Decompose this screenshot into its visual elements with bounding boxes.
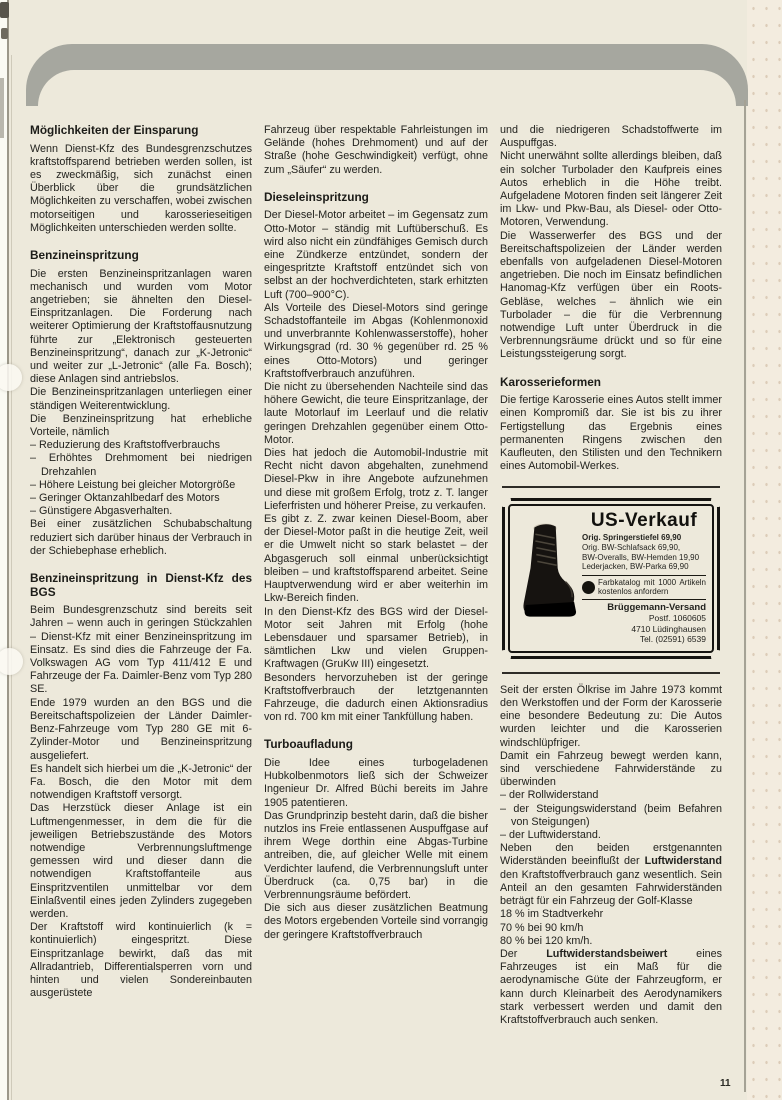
text-column-1 (30, 124, 252, 1096)
list-item: – Höhere Leistung bei gleicher Motorgröße (30, 478, 236, 491)
paragraph: Neben den beiden erstgenannten Widerständen beeinflußt der Luftwiderstand den Kraftstoffverbrauch ganz wesentlich. Sein Anteil an den gesamten Fahrwiderständen beträgt für ein Fahrzeug der Golf-Klasse (500, 842, 722, 908)
scan-smudge (0, 78, 4, 138)
ad-product-line: Lederjacken, BW-Parka 69,90 (582, 562, 689, 572)
text-column-3 (500, 124, 722, 1096)
paragraph: Ende 1979 wurden an den BGS und die Bereitschaftspolizeien der Länder Daimler-Benz-Fahrzeuge vom Typ 280 GE mit 6-Zylinder-Motor und Benzineinspritzung ausgeliefert. (30, 696, 252, 762)
punch-hole (0, 364, 22, 391)
ad-product-line: Orig. BW-Schlafsack 69,90, (582, 543, 681, 553)
divider (502, 486, 720, 488)
advertisement-us-verkauf (502, 498, 720, 658)
paragraph: und die niedrigeren Schadstoffwerte im Auspuffgas. (500, 124, 722, 150)
section-heading: Turboaufladung (264, 737, 353, 752)
paragraph: In den Dienst-Kfz des BGS wird der Diesel-Motor seit Jahren mit Erfolg (hohe Lebensdauer und sparsamer Betrieb), in sämtlichen Lkw und vielen Gruppen-Kraftwagen (GruKw III) eingesetzt. (264, 605, 488, 671)
paragraph: Beim Bundesgrenzschutz sind bereits seit Jahren – wenn auch in geringen Stückzahlen – Dienst-Kfz mit einer Benzineinspritzung im Einsatz. Es sind dies die Fahrzeuge der Fa. Volkswagen AG vom Typ 411/412 E und Fahrzeuge der Fa. Daimler-Benz vom Typ 280 SE. (30, 604, 252, 696)
ad-corner-notch (500, 650, 511, 663)
paragraph: Das Grundprinzip besteht darin, daß die bisher nutzlos ins Freie entlassenen Auspuffgase auf ihrem Wege dorthin eine Abgas-Turbine antreiben, die, auf gleicher Welle mit einem Verdichter laufend, die Verbrennungsluft unter Überdruck (ca. 0,75 bar) in die Verbrennungsräume befördert. (264, 809, 488, 901)
ad-corner-notch (711, 650, 722, 663)
paragraph: Damit ein Fahrzeug bewegt werden kann, sind verschiedene Fahrwiderstände zu überwinden (500, 749, 722, 789)
ad-catalog-note: Farbkatalog mit 1000 Artikeln kostenlos anfordern (598, 577, 706, 597)
section-heading: Benzineinspritzung in Dienst-Kfz des BGS (30, 571, 252, 599)
page-header-band-inner (38, 70, 736, 110)
list-item: – der Rollwiderstand (500, 789, 599, 802)
paragraph: Bei einer zusätzlichen Schubabschaltung reduziert sich darüber hinaus der Verbrauch in der Schiebephase erheblich. (30, 518, 252, 557)
list-item: – Günstigere Abgasverhalten. (30, 505, 173, 518)
paragraph: 18 % im Stadtverkehr (500, 908, 604, 921)
ad-address-line: 4710 Lüdinghausen (631, 623, 706, 634)
paragraph: 80 % bei 120 km/h. (500, 934, 593, 947)
ad-address-line: Postf. 1060605 (648, 613, 706, 624)
divider (502, 672, 720, 674)
page-left-edge (7, 0, 9, 1100)
ad-title: US-Verkauf (590, 510, 698, 532)
section-heading: Benzineinspritzung (30, 248, 139, 263)
paragraph: Der Kraftstoff wird kontinuierlich (k = kontinuierlich) eingespritzt. Diese Einspritzanlage bewirkt, daß das mit Allradantrieb, Differentialsperren vorn und hinten und vielen Sondereinbauten ausgerüstete (30, 921, 252, 1000)
ad-company-name: Brüggemann-Versand (607, 601, 706, 613)
paragraph: Die nicht zu übersehenden Nachteile sind das höhere Gewicht, die teure Einspritzanlage, der laute Motorlauf im Leerlauf und die relativ geringen Drehzahlen gegenüber einem Otto-Motor. (264, 381, 488, 446)
paragraph: Der Luftwiderstandsbeiwert eines Fahrzeuges ist ein Maß für die aerodynamische Güte der Fahrzeugform, er kann durch Kleinarbeit des Aerodynamikers stark verbessert werden und damit den Kraftstoffverbrauch auch senken. (500, 947, 722, 1026)
paragraph: Die Benzineinspritzanlagen unterliegen einer ständigen Weiterentwicklung. (30, 386, 252, 412)
list-item: – der Luftwiderstand. (500, 829, 601, 842)
list-item: – Reduzierung des Kraftstoffverbrauchs (30, 439, 221, 452)
paragraph: Die fertige Karosserie eines Autos stellt immer einen Kompromiß dar. Sie ist bis zu ihrer Fertigstellung das Ergebnis eines permanenten Ringens zwischen den Kaufleuten, den Stilisten und den Technikern eines Automobil-Werkes. (500, 394, 722, 473)
scan-left-margin (0, 0, 7, 1100)
paragraph: Es handelt sich hierbei um die „K-Jetronic“ der Fa. Bosch, die den Motor mit dem notwendigen Kraftstoff versorgt. (30, 762, 252, 802)
paragraph: 70 % bei 90 km/h (500, 921, 584, 934)
paragraph: Die ersten Benzineinspritzanlagen waren mechanisch und wurden vom Motor angetrieben; sie ähnelten den Diesel-Einspritzanlagen. Die Forderung nach weiterer Optimierung der Kraftstoffausnutzung führte zur „Elektronisch gesteuerten Benzineinspritzung“, danach zur „K-Jetronic“ und weiter zur „L-Jetronic“ (alle Fa. Bosch); diese Anlagen sind antriebslos. (30, 267, 252, 386)
column-3-lower-text (500, 684, 722, 1027)
scan-smudge (0, 2, 9, 18)
list-item: – der Steigungswiderstand (beim Befahren von Steigungen) (500, 802, 722, 828)
paragraph: Die Benzineinspritzung hat erhebliche Vorteile, nämlich (30, 412, 252, 439)
paragraph: Wenn Dienst-Kfz des Bundesgrenzschutzes kraftstoffsparend betrieben werden sollen, ist es zweckmäßig, sich zunächst einen Überblick über die grundsätzlichen Möglichkeiten zu verschaffen, wobei zwischen motorseitigen und karosserieseitigen Möglichkeiten unterschieden werden sollte. (30, 142, 252, 234)
section-heading: Möglichkeiten der Einsparung (30, 124, 199, 137)
paragraph: Dies hat jedoch die Automobil-Industrie mit Recht nicht davon abgehalten, zunehmend Diesel-Pkw in ihre Angebote aufzunehmen und diese mit großem Erfolg, trotz z. T. langer Lieferfristen und höherer Preise, zu verkaufen. (264, 447, 488, 512)
ad-catalog-row (582, 575, 706, 600)
paragraph: Fahrzeug über respektable Fahrleistungen im Gelände (hohes Drehmoment) und auf der Straße (hohe Geschwindigkeit) verfügt, ohne zum „Säufer“ zu werden. (264, 124, 488, 176)
ad-product-line: Orig. Springerstiefel 69,90 (582, 533, 682, 543)
page-left-edge-shadow (11, 55, 12, 1100)
page-number: 11 (720, 1078, 731, 1089)
paragraph: Die Idee eines turbogeladenen Hubkolbenmotors ließ sich der Schweizer Ingenieur Dr. Alfred Büchi bereits im Jahre 1905 patentieren. (264, 756, 488, 809)
ad-text-block (582, 511, 706, 644)
paragraph: Seit der ersten Ölkrise im Jahre 1973 kommt den Werkstoffen und der Form der Karosserie eine besondere Bedeutung zu: Die Autos wurden leichter und die Karosserien windschlüpfriger. (500, 683, 722, 749)
paragraph: Besonders hervorzuheben ist der geringe Kraftstoffverbrauch der letztgenannten Fahrzeuge, die dadurch einen Aktionsradius von rd. 700 km mit einer Tankfüllung haben. (264, 671, 488, 724)
ad-corner-notch (711, 494, 722, 507)
paragraph: Nicht unerwähnt sollte allerdings bleiben, daß ein solcher Turbolader den Kaufpreis eines Autos erheblich in die Höhe treibt. Aufgeladene Motoren finden seit längerer Zeit im Lkw- und Pkw-Bau, als Diesel- oder Otto-Motoren, Verwendung. (500, 150, 722, 229)
combat-boot-image (516, 519, 578, 644)
page-right-border (744, 100, 746, 1092)
ad-address-line: Tel. (02591) 6539 (639, 634, 706, 645)
list-item: – Geringer Oktanzahlbedarf des Motors (30, 492, 220, 505)
column-3-upper-text (500, 124, 722, 473)
ad-address-block (582, 603, 706, 645)
paragraph: Es gibt z. Z. zwar keinen Diesel-Boom, aber der Diesel-Motor paßt in die heutige Zeit, weil er die Umwelt nicht so stark belastet – der Abgasgeruch soll einmal unberücksichtigt bleiben – und kraftstoffsparend arbeitet. Seine Hauptverwendung wird er aber weiterhin im Lkw-Bereich finden. (264, 513, 488, 605)
paragraph: Die sich aus dieser zusätzlichen Beatmung des Motors ergebenden Vorteile sind vorrangig der geringere Kraftstoffverbrauch (264, 902, 488, 941)
filled-circle-icon (582, 581, 595, 594)
section-heading: Dieseleinspritzung (264, 189, 369, 204)
paragraph: Die Wasserwerfer des BGS und der Bereitschaftspolizeien der Länder werden ebenfalls von aufgeladenen Diesel-Motoren angetrieben. Die noch im Einsatz befindlichen Hanomag-Kfz verfügen über ein Roots-Gebläse, welches – ähnlich wie ein Turbolader – die für die Verbrennung notwendige Luft unter Überdruck in die Verbrennungsräume drückt und so für eine Leistungssteigerung sorgt. (500, 229, 722, 361)
section-heading: Karosserieformen (500, 374, 601, 389)
text-column-2 (264, 124, 488, 1096)
punch-hole (0, 648, 23, 675)
scan-smudge (1, 28, 8, 39)
paragraph: Das Herzstück dieser Anlage ist ein Luftmengenmesser, in dem die für die jeweiligen Betriebszustände des Motors notwendige Verbrennungsluftmenge gemessen wird und dieser dann die notwendigen Kraftstoffanteile aus Einspritzventilen unmittelbar vor dem Einlaßventil eines jeden Zylinders zugegeben werden. (30, 802, 252, 920)
paragraph: Der Diesel-Motor arbeitet – im Gegensatz zum Otto-Motor – ständig mit Luftüberschuß. Es wird also nicht ein zündfähiges Gemisch durch eine Zündkerze entzündet, sondern der eingespritzte Kraftstoff entzündet sich von selbst an der hochverdichteten, stark erhitzten Luft (700–900°C). (264, 209, 488, 301)
ad-inner-frame (508, 504, 714, 652)
paragraph: Als Vorteile des Diesel-Motors sind geringe Schadstoffanteile im Abgas (Kohlenmonoxid und unverbrannte Kohlenwasserstoffe), hoher Wirkungsgrad (rd. 30 % gegenüber rd. 25 % eines Otto-Motors) und geringer Kraftstoffverbrauch anzuführen. (264, 301, 488, 380)
scan-right-margin (747, 0, 782, 1100)
list-item: – Erhöhtes Drehmoment bei niedrigen Drehzahlen (30, 452, 252, 478)
ad-product-line: BW-Overalls, BW-Hemden 19,90 (582, 552, 700, 562)
